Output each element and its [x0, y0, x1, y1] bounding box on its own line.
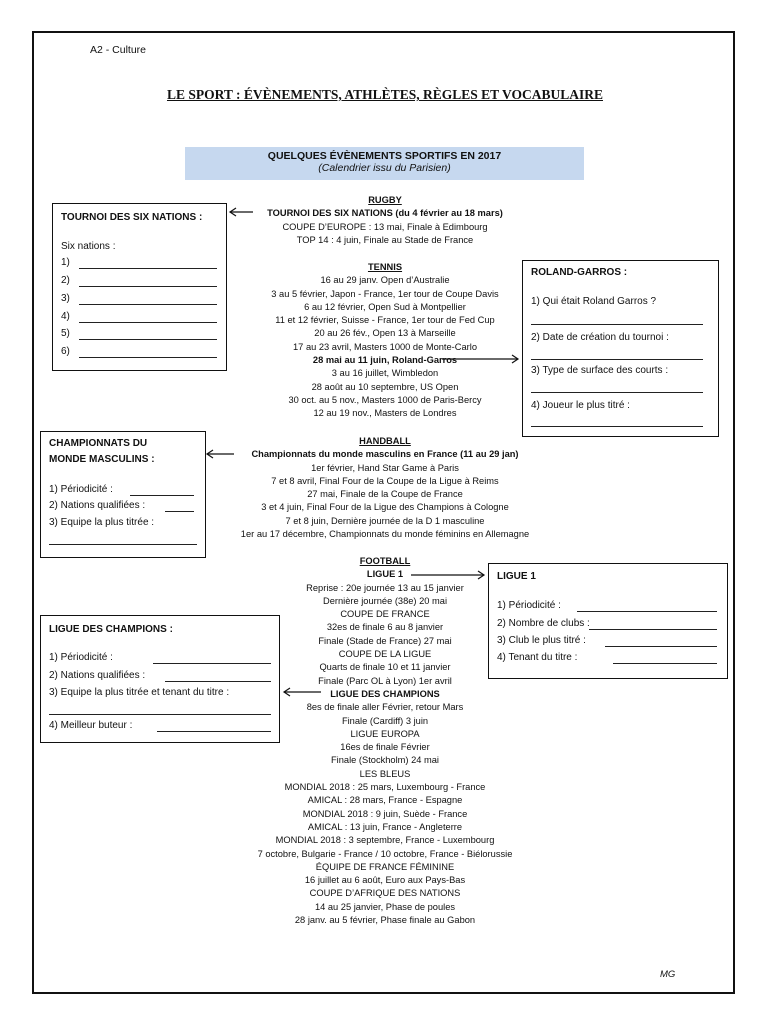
handball-line: 7 et 8 avril, Final Four de la Coupe de la Ligue à Reims [271, 475, 499, 486]
question-label: 3) Club le plus titré : [497, 635, 586, 646]
six-nations-title: TOURNOI DES SIX NATIONS : [61, 212, 203, 223]
football-line: MONDIAL 2018 : 3 septembre, France - Luxembourg [275, 835, 495, 846]
rugby-line: TOP 14 : 4 juin, Finale au Stade de France [296, 234, 474, 245]
football-line: LES BLEUS [359, 768, 411, 779]
handball-heading: HANDBALL [359, 436, 411, 446]
football-line: Dernière journée (38e) 20 mai [322, 595, 448, 606]
arrow-to-six-nations-box [230, 208, 253, 216]
page-title: LE SPORT : ÉVÈNEMENTS, ATHLÈTES, RÈGLES ET VOCABULAIRE [166, 87, 603, 102]
question-label: 4) Meilleur buteur : [49, 720, 133, 731]
handball-box-title: CHAMPIONNATS DU [49, 438, 148, 449]
tennis-line: 17 au 23 avril, Masters 1000 de Monte-Carlo [293, 341, 477, 352]
answer-label: 5) [61, 328, 70, 339]
football-line: 32es de finale 6 au 8 janvier [326, 622, 444, 633]
question-label: 2) Date de création du tournoi : [531, 332, 669, 343]
tennis-line: 3 au 16 juillet, Wimbledon [331, 368, 439, 379]
tennis-line: 30 oct. au 5 nov., Masters 1000 de Paris-Bercy [288, 394, 482, 405]
football-line: 8es de finale aller Février, retour Mars [306, 702, 464, 713]
question-label: 2) Nombre de clubs : [497, 618, 590, 629]
tennis-line: 16 au 29 janv. Open d’Australie [320, 275, 450, 286]
handball-line: 1er février, Hand Star Game à Paris [311, 462, 459, 473]
handball-box-title: MONDE MASCULINS : [49, 454, 155, 465]
answer-label: 3) [61, 293, 70, 304]
handball-line: 7 et 8 juin, Dernière journée de la D 1 masculine [285, 515, 485, 526]
football-line: 16 juillet au 6 août, Euro aux Pays-Bas [304, 875, 466, 886]
answer-label: 1) [61, 257, 70, 268]
question-label: 1) Qui était Roland Garros ? [531, 296, 657, 307]
football-line: MONDIAL 2018 : 9 juin, Suède - France [302, 808, 468, 819]
banner-title: QUELQUES ÉVÈNEMENTS SPORTIFS EN 2017 [267, 150, 502, 162]
six-nations-label: Six nations : [61, 241, 116, 252]
football-line: 14 au 25 janvier, Phase de poules [314, 901, 456, 912]
football-line: Quarts de finale 10 et 11 janvier [319, 662, 451, 673]
course-label: A2 - Culture [90, 44, 147, 56]
roland-garros-title: ROLAND-GARROS : [531, 267, 628, 278]
handball-line: 27 mai, Finale de la Coupe de France [307, 489, 463, 500]
football-line: COUPE DE FRANCE [340, 609, 430, 620]
tennis-line: 3 au 5 février, Japon - France, 1er tour de Coupe Davis [271, 288, 499, 299]
football-line: AMICAL : 28 mars, France - Espagne [307, 795, 463, 806]
football-line: 7 octobre, Bulgarie - France / 10 octobre, France - Biélorussie [257, 848, 513, 859]
football-line: Finale (Cardiff) 3 juin [341, 715, 429, 726]
ligue1-title: LIGUE 1 [497, 571, 536, 582]
tennis-line: 20 au 26 fév., Open 13 à Marseille [314, 328, 456, 339]
tennis-heading: TENNIS [367, 262, 403, 272]
rugby-line: TOURNOI DES SIX NATIONS (du 4 février au 18 mars) [267, 208, 503, 219]
question-label: 3) Equipe la plus titrée et tenant du titre : [49, 687, 230, 698]
handball-line: 3 et 4 juin, Final Four de la Ligue des Champions à Cologne [261, 502, 509, 513]
tennis-line: 11 et 12 février, Suisse - France, 1er tour de Fed Cup [275, 315, 495, 326]
answer-label: 4) [61, 311, 70, 322]
question-label: 1) Périodicité : [49, 484, 113, 495]
arrow-to-roland-garros-box [442, 355, 518, 363]
football-line: COUPE D’AFRIQUE DES NATIONS [309, 888, 461, 899]
football-line: Finale (Stockholm) 24 mai [331, 755, 439, 766]
handball-line: 1er au 17 décembre, Championnats du monde féminins en Allemagne [240, 529, 530, 540]
football-line: MONDIAL 2018 : 25 mars, Luxembourg - France [284, 782, 486, 793]
rugby-heading: RUGBY [368, 195, 402, 205]
author-initials: MG [660, 969, 676, 980]
champions-league-title: LIGUE DES CHAMPIONS : [49, 624, 173, 635]
tennis-line: 12 au 19 nov., Masters de Londres [313, 408, 457, 419]
football-line: Reprise : 20e journée 13 au 15 janvier [306, 582, 464, 593]
arrow-to-handball-box [207, 450, 234, 458]
football-line: LIGUE EUROPA [350, 728, 420, 739]
football-line: Finale (Parc OL à Lyon) 1er avril [318, 675, 452, 686]
question-label: 2) Nations qualifiées : [49, 500, 146, 511]
football-line: COUPE DE LA LIGUE [338, 649, 432, 660]
question-label: 1) Périodicité : [49, 652, 113, 663]
question-label: 4) Joueur le plus titré : [531, 400, 630, 411]
answer-label: 6) [61, 346, 70, 357]
football-line: Finale (Stade de France) 27 mai [318, 635, 452, 646]
handball-line: Championnats du monde masculins en France (11 au 29 jan) [251, 449, 519, 460]
football-line: 16es de finale Février [340, 742, 430, 753]
banner-subtitle: (Calendrier issu du Parisien) [318, 162, 451, 174]
tennis-line: 28 août au 10 septembre, US Open [311, 381, 459, 392]
football-line: LIGUE 1 [366, 569, 404, 580]
question-label: 3) Type de surface des courts : [531, 365, 669, 376]
football-line: LIGUE DES CHAMPIONS [330, 688, 440, 699]
rugby-line: COUPE D’EUROPE : 13 mai, Finale à Edimbourg [282, 221, 488, 232]
answer-label: 2) [61, 275, 70, 286]
question-label: 2) Nations qualifiées : [49, 670, 146, 681]
arrow-to-champions-league-box [284, 688, 321, 696]
football-line: ÉQUIPE DE FRANCE FÉMININE [315, 861, 455, 872]
question-label: 4) Tenant du titre : [497, 652, 578, 663]
football-line: 28 janv. au 5 février, Phase finale au Gabon [294, 915, 476, 926]
arrow-to-ligue1-box [411, 571, 484, 579]
question-label: 3) Equipe la plus titrée : [49, 517, 155, 528]
question-label: 1) Périodicité : [497, 600, 561, 611]
tennis-line: 6 au 12 février, Open Sud à Montpellier [304, 301, 466, 312]
tennis-line: 28 mai au 11 juin, Roland-Garros [312, 355, 458, 366]
football-line: AMICAL : 13 juin, France - Angleterre [307, 821, 463, 832]
football-heading: FOOTBALL [359, 556, 411, 566]
